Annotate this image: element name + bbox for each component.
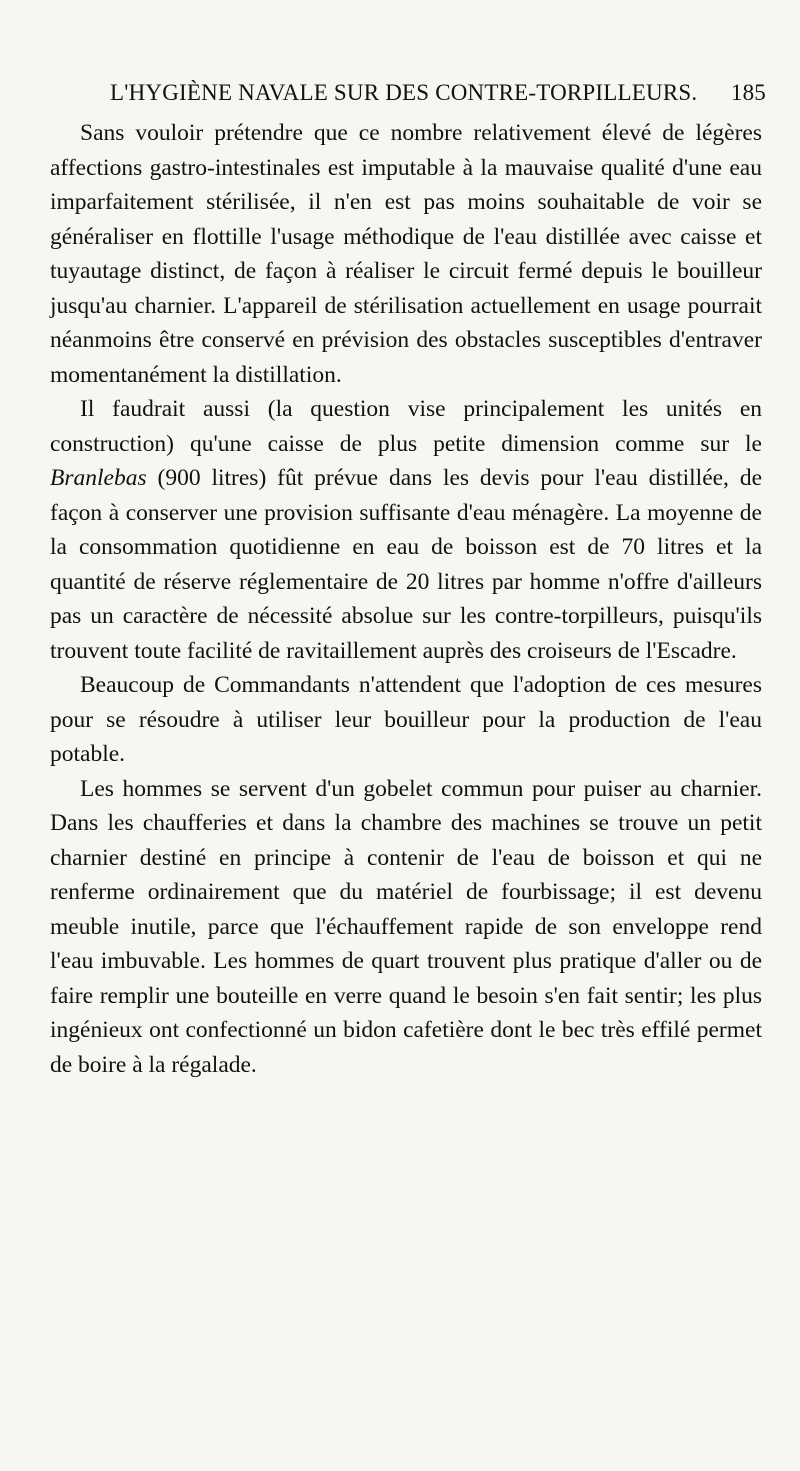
paragraph-3: Beaucoup de Commandants n'attendent que l'adoption de ces mesures pour se résoudre à utiliser leur bouilleur pour la production de l'eau potable. <box>50 672 762 767</box>
ship-name-branlebas: Branlebas <box>50 465 147 491</box>
paragraph-4: Les hommes se servent d'un gobelet commun pour puiser au charnier. Dans les chaufferies et dans la chambre des machines se trouve un petit charnier destiné en principe à contenir de l'eau de boisson et qui ne renferme ordinairement que du matériel de fourbissage; il est devenu meuble inutile, parce que l'échauffement rapide de son enveloppe rend l'eau imbuvable. Les hommes de quart trouvent plus pratique d'aller ou de faire remplir une bouteille en verre quand le besoin s'en fait sentir; les plus ingénieux ont confectionné un bidon cafetière dont le bec très effilé permet de boire à la régalade. <box>50 775 762 1078</box>
running-title: L'HYGIÈNE NAVALE SUR DES CONTRE-TORPILLEURS. <box>110 80 698 105</box>
paragraph-2-part-1: Il faudrait aussi (la question vise principalement les unités en construction) qu'une caisse de plus petite dimension comme sur le <box>50 396 762 457</box>
paragraph-2 <box>50 392 762 668</box>
paragraph-1: Sans vouloir prétendre que ce nombre relativement élevé de légères affections gastro-intestinales est imputable à la mauvaise qualité d'une eau imparfaitement stérilisée, il n'en est pas moins souhaitable de voir se généraliser en flottille l'usage méthodique de l'eau distillée avec caisse et tuyautage distinct, de façon à réaliser le circuit fermé depuis le bouilleur jusqu'au charnier. L'appareil de stérilisation actuellement en usage pourrait néanmoins être conservé en prévision des obstacles susceptibles d'entraver momentanément la distillation. <box>50 120 762 388</box>
page-number: 185 <box>730 80 766 105</box>
paragraph-2-part-2: (900 litres) fût prévue dans les devis pour l'eau distillée, de façon à conserver une provision suffisante d'eau ménagère. La moyenne de la consommation quotidienne en eau de boisson est de 70 litres et la quantité de réserve réglementaire de 20 litres par homme n'offre d'ailleurs pas un caractère de nécessité absolue sur les contre-torpilleurs, puisqu'ils trouvent toute facilité de ravitaillement auprès des croiseurs de l'Escadre. <box>50 465 762 664</box>
body-text <box>50 116 762 1082</box>
page-header <box>110 80 766 110</box>
